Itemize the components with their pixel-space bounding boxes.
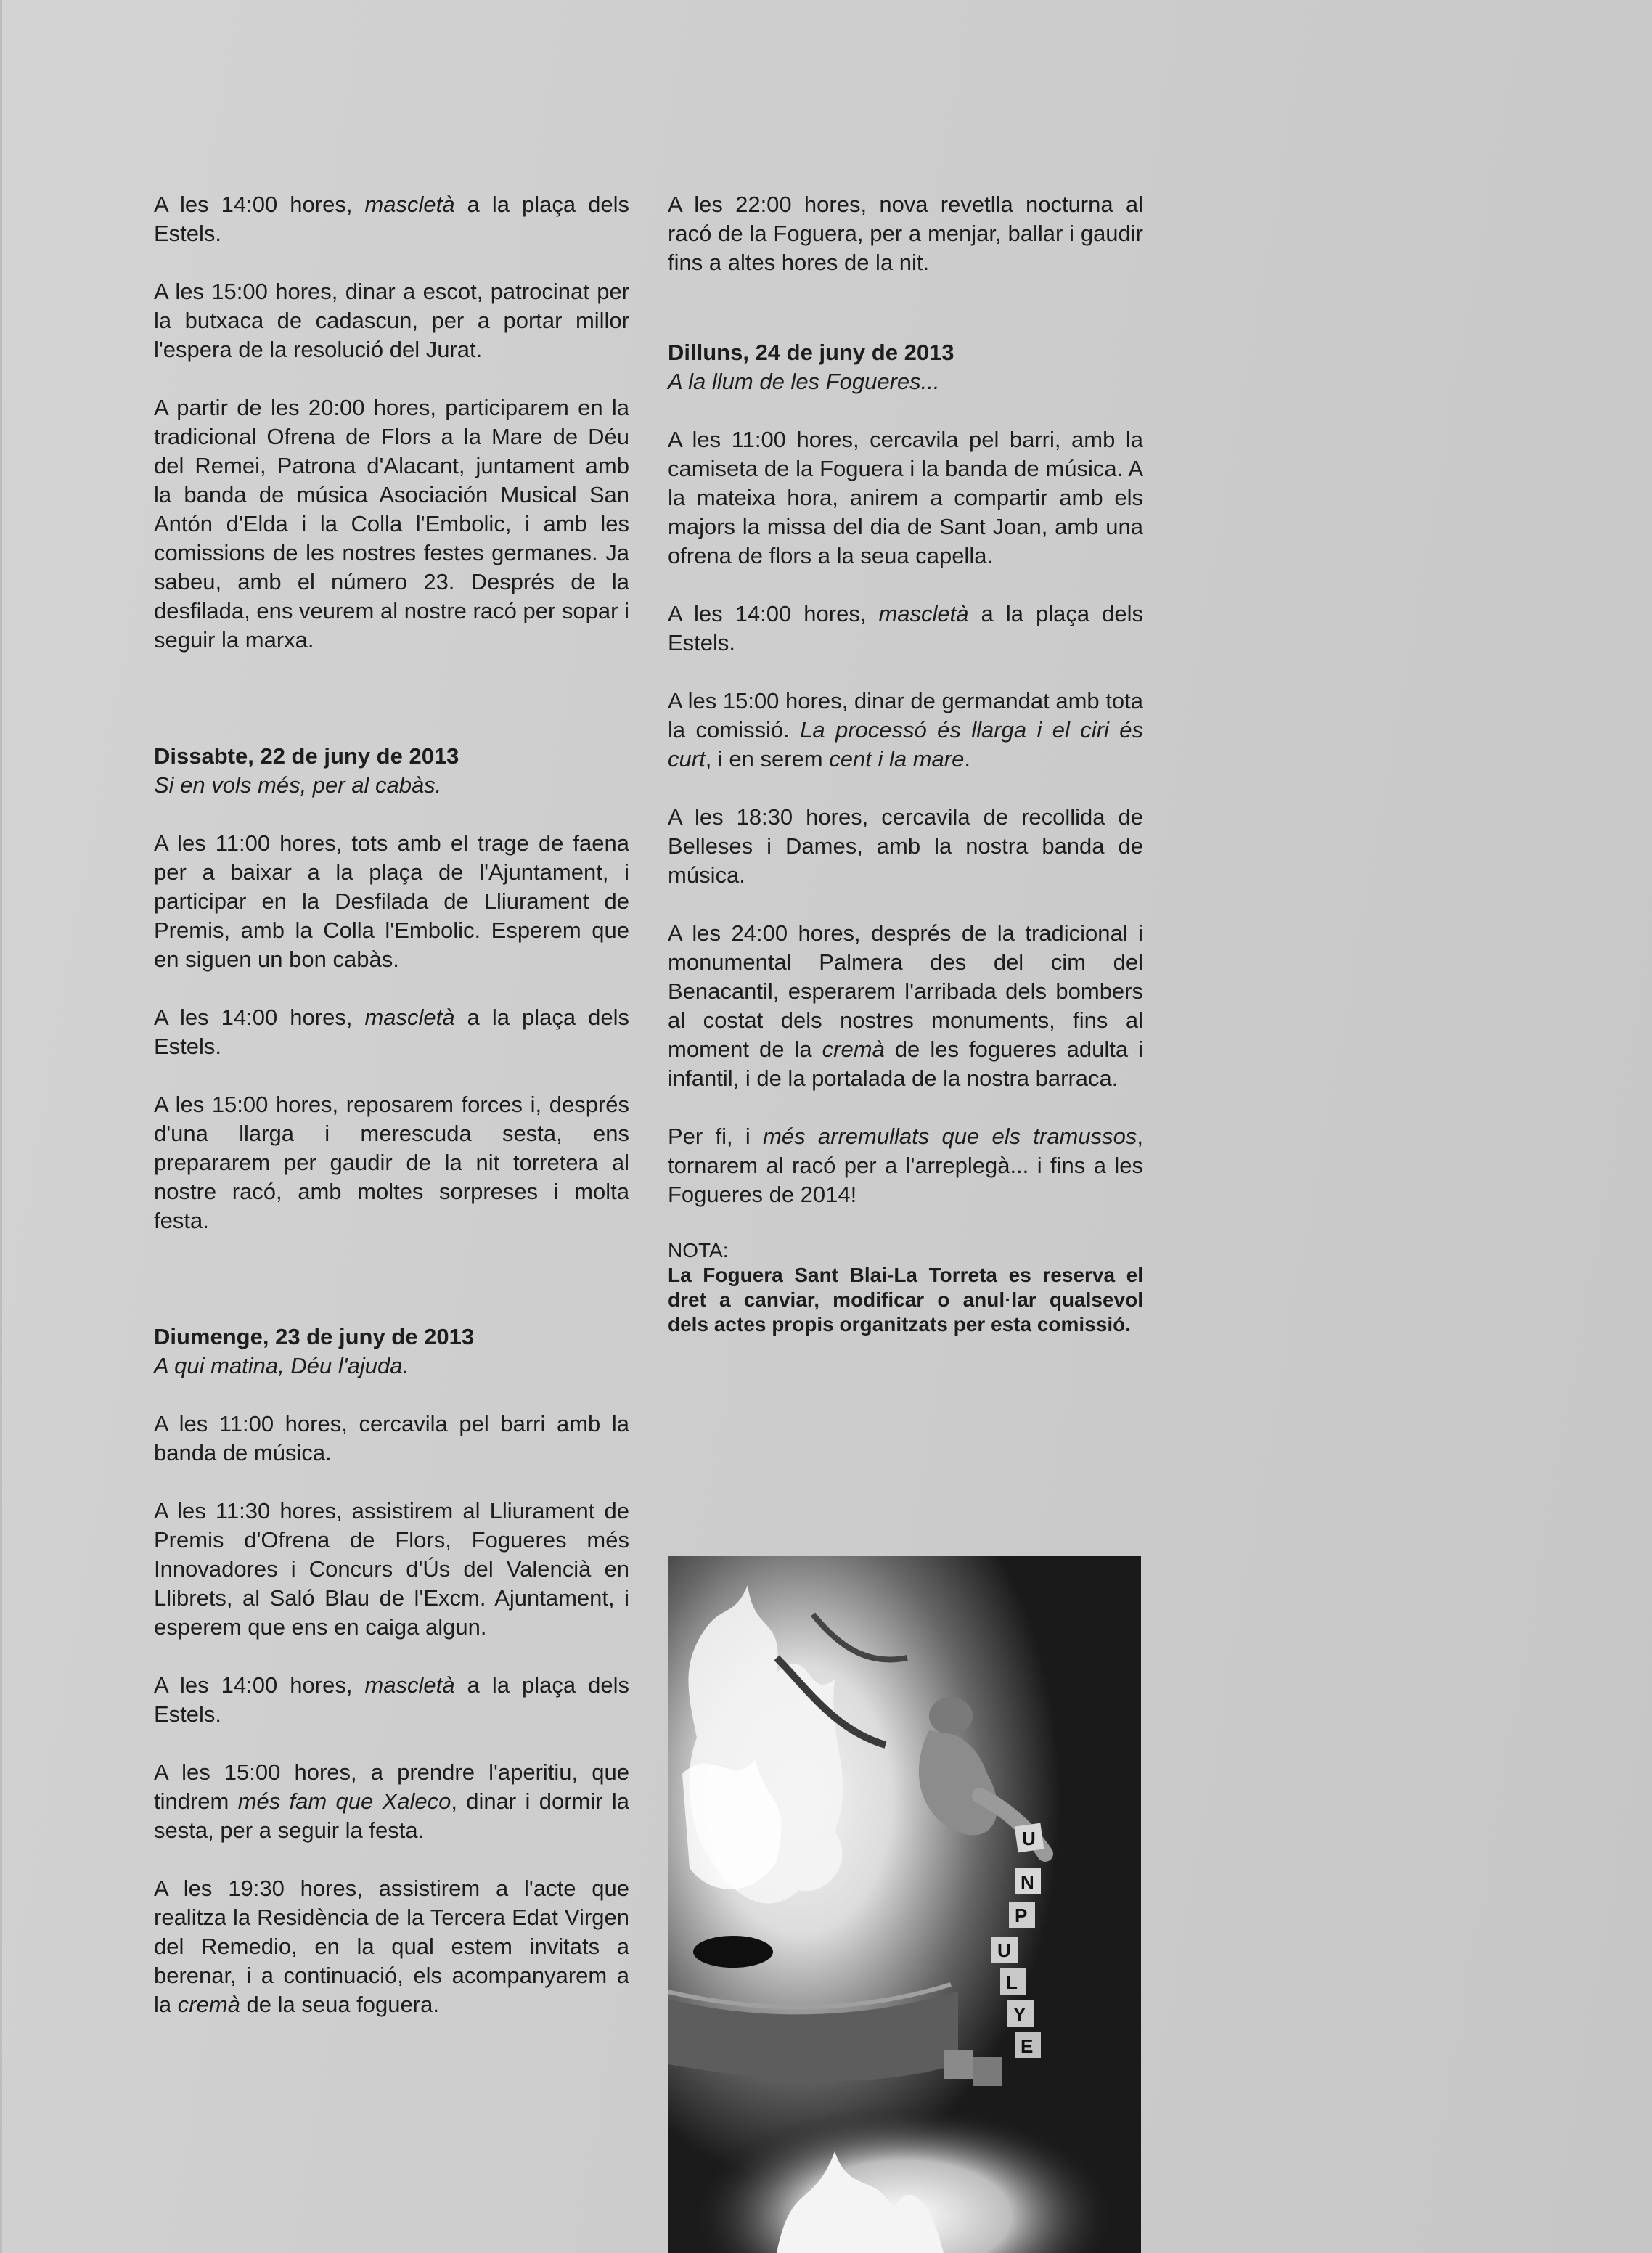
page-edge — [0, 0, 2, 2253]
paragraph-mascleta-2: A les 14:00 hores, mascletà a la plaça dels Estels. — [154, 1005, 629, 1059]
paragraph-revetlla: A les 22:00 hores, nova revetlla nocturna al racó de la Foguera, per a menjar, ballar i gaudir fins a altes hores de la nit. — [668, 192, 1143, 275]
block-letter-7: E — [1021, 2035, 1034, 2057]
paragraph-mascleta-4: A les 14:00 hores, mascletà a la plaça dels Estels. — [668, 601, 1143, 655]
day-subtitle-dissabte: Si en vols més, per al cabàs. — [154, 772, 442, 798]
paragraph-belleses: A les 18:30 hores, cercavila de recollida de Belleses i Dames, amb la nostra banda de música. — [668, 804, 1143, 888]
paragraph-aperitiu: A les 15:00 hores, a prendre l'aperitiu, que tindrem més fam que Xaleco, dinar i dormir la sesta, per a seguir la festa. — [154, 1759, 630, 1843]
paragraph-germandat: A les 15:00 hores, dinar de germandat amb tota la comissió. La processó és llarga i el ciri és curt, i en serem cent i la mare. — [668, 688, 1144, 772]
day-subtitle-diumenge: A qui matina, Déu l'ajuda. — [154, 1353, 409, 1378]
day-subtitle-dilluns: A la llum de les Fogueres... — [668, 369, 940, 394]
day-title-dissabte: Dissabte, 22 de juny de 2013 — [154, 743, 459, 769]
nota-label: NOTA: — [668, 1239, 729, 1262]
day-title-diumenge: Diumenge, 23 de juny de 2013 — [154, 1324, 475, 1349]
paragraph-desfilada: A les 11:00 hores, tots amb el trage de faena per a baixar a la plaça de l'Ajuntament, i participar en la Desfilada de Lliurament de Premis, amb la Colla l'Embolic. Esperem que en siguen un bon cabàs. — [154, 830, 629, 972]
block-letter-1: U — [1022, 1828, 1036, 1849]
paragraph-ofrena: A partir de les 20:00 hores, participarem en la tradicional Ofrena de Flors a la Mare de Déu del Remei, Patrona d'Alacant, juntament amb la banda de música Asociación Musical San Antón d'Elda i la Colla l'Embolic, i amb les comissions de les nostres festes germanes. Ja sabeu, amb el número 23. Després de la desfilada, ens veurem al nostre racó per sopar i seguir la marxa. — [154, 395, 629, 653]
paragraph-mascleta-3: A les 14:00 hores, mascletà a la plaça dels Estels. — [154, 1672, 629, 1727]
bonfire-photo-graphic — [668, 1556, 1141, 2253]
paragraph-palmera: A les 24:00 hores, després de la tradicional i monumental Palmera des del cim del Benacantil, esperarem l'arribada dels bombers al costat dels nostres monuments, fins al moment de la cremà de les fogueres adulta i infantil, i de la portalada de la nostra barraca. — [668, 920, 1143, 1091]
block-letter-4: U — [997, 1939, 1011, 1961]
paragraph-dinar-escot: A les 15:00 hores, dinar a escot, patrocinat per la butxaca de cadascun, per a portar millor l'espera de la resolució del Jurat. — [154, 279, 629, 362]
paragraph-cercavila-2: A les 11:00 hores, cercavila pel barri, amb la camiseta de la Foguera i la banda de música. A la mateixa hora, anirem a compartir amb els majors la missa del dia de Sant Joan, amb una ofrena de flors a la seua capella. — [668, 427, 1143, 568]
paragraph-mascleta-1: A les 14:00 hores, mascletà a la plaça dels Estels. — [154, 192, 629, 246]
block-letter-3: P — [1015, 1905, 1028, 1926]
right-column — [668, 190, 1143, 1337]
paragraph-lliurament: A les 11:30 hores, assistirem al Lliurament de Premis d'Ofrena de Flors, Fogueres més Innovadores i Concurs d'Ús del Valencià en Llibrets, al Saló Blau de l'Excm. Ajuntament, i esperem que ens en caiga algun. — [154, 1498, 629, 1640]
block-letter-6: Y — [1013, 2003, 1026, 2025]
block-letter-5: L — [1006, 1971, 1018, 1993]
bonfire-photo — [668, 1556, 1141, 2253]
paragraph-per-fi: Per fi, i més arremullats que els tramussos, tornarem al racó per a l'arreplegà... i fins a les Fogueres de 2014! — [668, 1124, 1143, 1207]
day-title-dilluns: Dilluns, 24 de juny de 2013 — [668, 340, 954, 365]
paragraph-residencia: A les 19:30 hores, assistirem a l'acte que realitza la Residència de la Tercera Edat Virgen del Remedio, en la qual estem invitats a berenar, i a continuació, els acompanyarem a la cremà de la seua foguera. — [154, 1876, 629, 2017]
paragraph-cercavila-1: A les 11:00 hores, cercavila pel barri amb la banda de música. — [154, 1411, 629, 1465]
nota-text: La Foguera Sant Blai-La Torreta es reserva el dret a canviar, modificar o anul·lar qualsevol dels actes propis organitzats per esta comissió. — [668, 1264, 1143, 1336]
paragraph-reposarem: A les 15:00 hores, reposarem forces i, després d'una llarga i merescuda sesta, ens prepararem per gaudir de la nit torretera al nostre racó, amb moltes sorpreses i molta festa. — [154, 1092, 629, 1233]
left-column — [154, 190, 629, 2048]
block-letter-2: N — [1021, 1871, 1034, 1893]
